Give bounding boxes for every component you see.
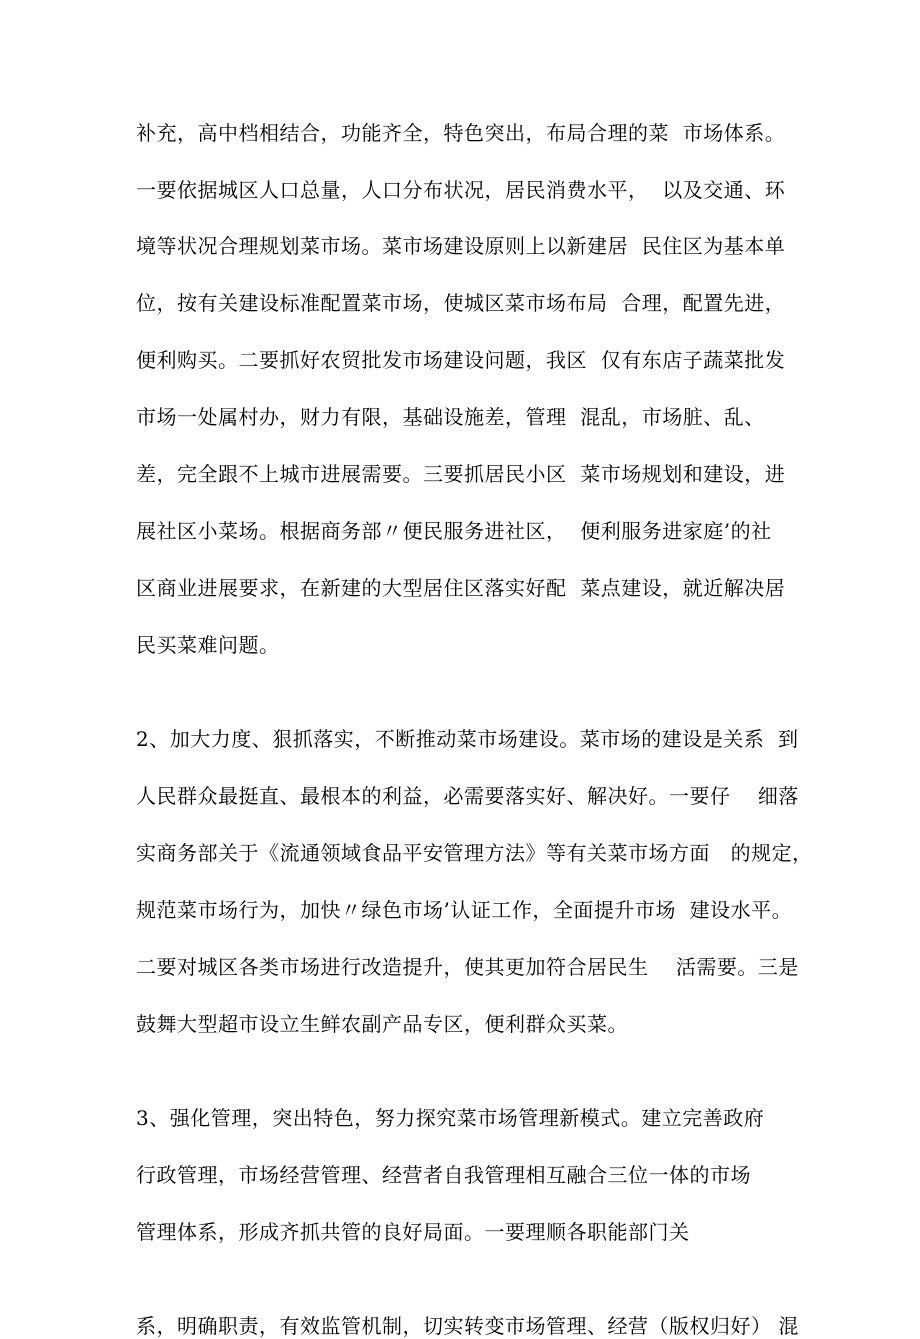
text-line: 3、强化管理，突出特色，努力探究菜市场管理新模式。建立完善政府 <box>136 1106 765 1130</box>
text-line: 展社区小菜场。根据商务部〃便民服务进社区， 便利服务进家庭’的社 <box>136 519 772 543</box>
text-line: 位，按有关建设标准配置菜市场，使城区菜市场布局 合理，配置先进， <box>136 291 786 315</box>
text-line: 境等状况合理规划菜市场。菜市场建设原则上以新建居 民住区为基本单 <box>136 234 786 258</box>
text-line: 行政管理，市场经营管理、经营者自我管理相互融合三位一体的市场 <box>136 1163 751 1187</box>
text-line: 人民群众最挺直、最根本的利益，必需要落实好、解决好。一要仔 细落 <box>136 784 799 808</box>
text-line: 补充，高中档相结合，功能齐全，特色突出，布局合理的菜 市场体系。 <box>136 121 786 145</box>
text-line: 便利购买。二要抓好农贸批发市场建设问题，我区 仅有东店子蔬菜批发 <box>136 348 786 372</box>
text-line: 2、加大力度、狠抓落实，不断推动菜市场建设。菜市场的建设是关系 到 <box>136 727 799 751</box>
text-line: 鼓舞大型超市设立生鲜农副产品专区，便利群众买菜。 <box>136 1012 628 1036</box>
text-line: 市场一处属村办，财力有限，基础设施差，管理 混乱，市场脏、乱、 <box>136 405 765 429</box>
text-line: 一要依据城区人口总量，人口分布状况，居民消费水平， 以及交通、环 <box>136 178 786 202</box>
text-line: 区商业进展要求，在新建的大型居住区落实好配 菜点建设，就近解决居 <box>136 576 786 600</box>
text-line: 规范菜市场行为，加快〃绿色市场’认证工作，全面提升市场 建设水平。 <box>136 898 793 922</box>
text-line: 管理体系，形成齐抓共管的良好局面。一要理顺各职能部门关 <box>136 1220 690 1244</box>
text-line: 民买菜难问题。 <box>136 633 280 657</box>
text-line: 二要对城区各类市场进行改造提升，使其更加符合居民生 活需要。三是 <box>136 955 799 979</box>
text-line: 实商务部关于《流通领域食品平安管理方法》等有关菜市场方面 的规定， <box>136 841 813 865</box>
text-line: 系，明确职责，有效监管机制，切实转变市场管理、经营（版权归好） 混 <box>136 1314 799 1338</box>
text-line: 差，完全跟不上城市进展需要。三要抓居民小区 菜市场规划和建设，进 <box>136 462 786 486</box>
